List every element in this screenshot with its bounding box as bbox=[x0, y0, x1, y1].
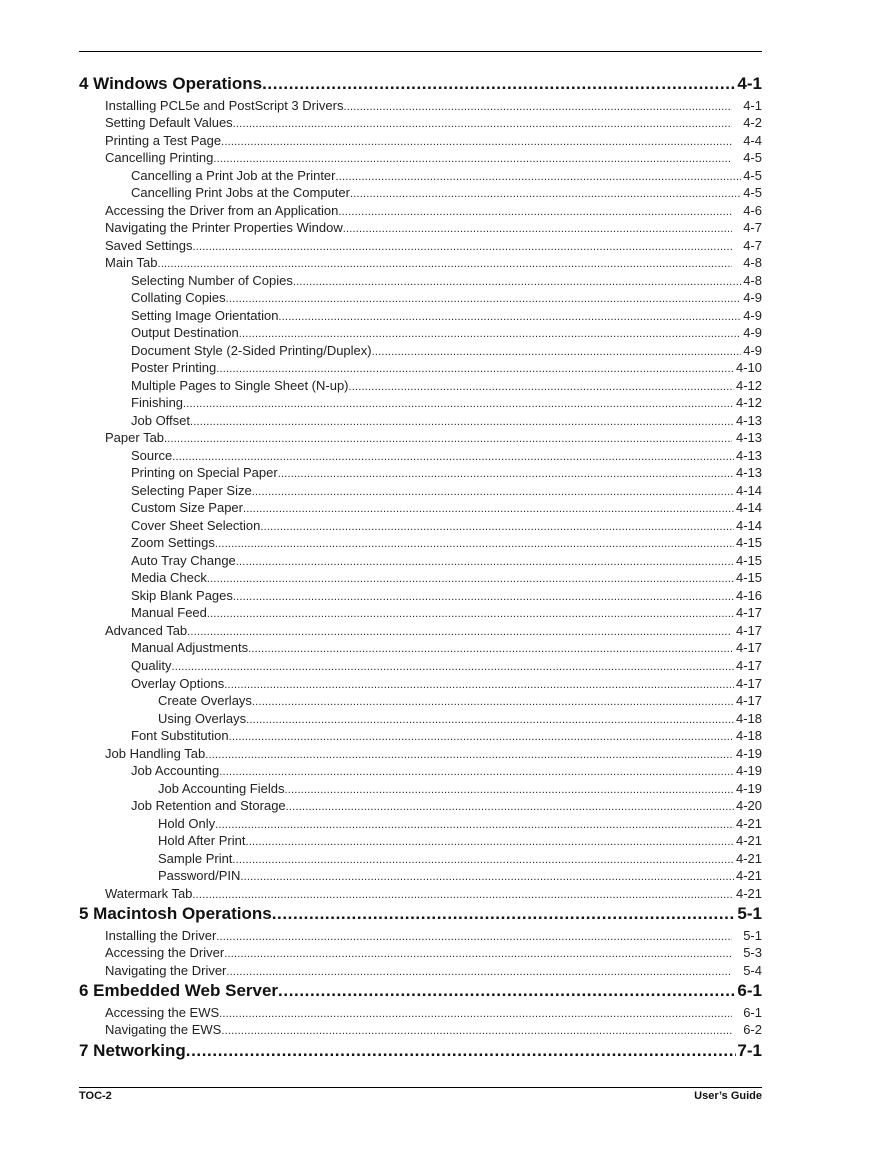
toc-entry-title: Setting Image Orientation bbox=[131, 307, 279, 323]
toc-entry-title: Setting Default Values bbox=[105, 115, 233, 131]
toc-dot-leader bbox=[243, 499, 734, 517]
toc-dot-leader bbox=[236, 552, 734, 570]
toc-entry-page: 4-18 bbox=[735, 728, 762, 744]
toc-entry-title: Custom Size Paper bbox=[131, 500, 243, 516]
toc-entry-page: 4-5 bbox=[743, 150, 762, 166]
footer-document-title: User’s Guide bbox=[694, 1090, 762, 1102]
toc-dot-leader bbox=[224, 675, 734, 693]
toc-entry-title: Watermark Tab bbox=[105, 885, 193, 901]
toc-entry-title: Accessing the Driver bbox=[105, 945, 225, 961]
toc-entry[interactable] bbox=[79, 412, 762, 430]
toc-entry[interactable] bbox=[79, 254, 762, 272]
toc-entry-title: Hold After Print bbox=[158, 833, 246, 849]
toc-entry-page: 4-12 bbox=[735, 377, 762, 393]
toc-entry-title: Collating Copies bbox=[131, 290, 226, 306]
toc-entry-page: 4-18 bbox=[735, 710, 762, 726]
toc-dot-leader bbox=[262, 72, 736, 97]
footer-rule bbox=[79, 1087, 762, 1088]
toc-entry-page: 4-17 bbox=[735, 658, 762, 673]
toc-entry[interactable] bbox=[79, 850, 762, 868]
toc-entry[interactable] bbox=[79, 464, 762, 482]
toc-dot-leader bbox=[221, 1021, 732, 1039]
toc-dot-leader bbox=[248, 639, 734, 657]
toc-dot-leader bbox=[349, 377, 734, 395]
toc-entry-title: Navigating the Driver bbox=[105, 962, 227, 978]
toc-dot-leader bbox=[226, 289, 742, 307]
toc-entry-title: Saved Settings bbox=[105, 237, 193, 253]
toc-entry[interactable] bbox=[79, 149, 762, 167]
toc-entry-title: Skip Blank Pages bbox=[131, 587, 233, 603]
toc-dot-leader bbox=[224, 944, 732, 962]
toc-dot-leader bbox=[221, 132, 732, 150]
toc-entry[interactable] bbox=[79, 885, 762, 903]
toc-entry-title: Cancelling Printing bbox=[105, 150, 214, 166]
toc-entry[interactable] bbox=[79, 324, 762, 342]
toc-entry-page: 4-5 bbox=[743, 185, 762, 201]
toc-dot-leader bbox=[239, 324, 742, 342]
toc-entry-page: 4-15 bbox=[735, 552, 762, 568]
toc-chapter-entry[interactable] bbox=[79, 979, 762, 1004]
toc-dot-leader bbox=[343, 219, 732, 237]
toc-dot-leader bbox=[278, 979, 736, 1004]
toc-dot-leader bbox=[192, 237, 732, 255]
toc-entry[interactable] bbox=[79, 832, 762, 850]
toc-entry-page: 4-13 bbox=[735, 465, 762, 481]
toc-entry-page: 4-9 bbox=[743, 290, 762, 306]
toc-entry-page: 4-2 bbox=[743, 115, 762, 131]
toc-entry-title: Poster Printing bbox=[131, 360, 217, 376]
toc-entry-page: 4-6 bbox=[743, 202, 762, 218]
toc-entry-title: Job Accounting Fields bbox=[158, 780, 285, 796]
toc-dot-leader bbox=[192, 885, 732, 903]
toc-entry[interactable] bbox=[79, 517, 762, 535]
toc-dot-leader bbox=[190, 412, 734, 430]
toc-entry[interactable] bbox=[79, 780, 762, 798]
toc-entry[interactable] bbox=[79, 569, 762, 587]
toc-dot-leader bbox=[219, 762, 734, 780]
toc-entry-page: 4-21 bbox=[735, 815, 762, 831]
toc-entry-title: Font Substitution bbox=[131, 728, 229, 744]
toc-entry-title: Password/PIN bbox=[158, 868, 241, 884]
toc-entry[interactable] bbox=[79, 587, 762, 605]
toc-dot-leader bbox=[343, 97, 732, 115]
toc-entry-title: 4 Windows Operations bbox=[79, 74, 263, 93]
toc-entry-title: Auto Tray Change bbox=[131, 552, 236, 568]
toc-entry-title: Cover Sheet Selection bbox=[131, 517, 261, 533]
toc-dot-leader bbox=[215, 815, 734, 833]
table-of-contents bbox=[79, 72, 762, 1063]
toc-entry-page: 4-17 bbox=[735, 622, 762, 638]
toc-entry-page: 4-14 bbox=[735, 500, 762, 516]
toc-dot-leader bbox=[286, 797, 734, 815]
toc-entry-page: 4-5 bbox=[743, 167, 762, 183]
toc-entry-title: Document Style (2-Sided Printing/Duplex) bbox=[131, 342, 372, 358]
toc-entry-page: 5-1 bbox=[743, 927, 762, 943]
toc-entry[interactable] bbox=[79, 927, 762, 945]
toc-entry[interactable] bbox=[79, 692, 762, 710]
toc-dot-leader bbox=[336, 167, 742, 185]
toc-entry-page: 6-2 bbox=[743, 1022, 762, 1038]
toc-entry-page: 4-21 bbox=[735, 833, 762, 849]
toc-entry-title: Job Accounting bbox=[131, 763, 220, 779]
toc-dot-leader bbox=[350, 184, 741, 202]
toc-entry-title: Printing a Test Page bbox=[105, 132, 222, 148]
toc-entry-page: 4-14 bbox=[735, 482, 762, 498]
toc-entry-page: 4-17 bbox=[735, 605, 762, 621]
toc-dot-leader bbox=[240, 867, 734, 885]
toc-entry[interactable] bbox=[79, 307, 762, 325]
toc-entry[interactable] bbox=[79, 944, 762, 962]
toc-entry-page: 4-17 bbox=[735, 675, 762, 691]
toc-entry-page: 4-15 bbox=[735, 570, 762, 586]
toc-entry-page: 4-19 bbox=[735, 763, 762, 779]
toc-entry[interactable] bbox=[79, 710, 762, 728]
toc-entry[interactable] bbox=[79, 604, 762, 622]
toc-entry[interactable] bbox=[79, 797, 762, 815]
toc-entry-title: 7 Networking bbox=[79, 1040, 186, 1060]
toc-entry-page: 5-3 bbox=[743, 945, 762, 961]
toc-entry[interactable] bbox=[79, 622, 762, 640]
toc-dot-leader bbox=[207, 569, 734, 587]
toc-entry-title: Manual Adjustments bbox=[131, 640, 249, 656]
toc-dot-leader bbox=[164, 429, 732, 447]
toc-entry-title: Quality bbox=[131, 658, 172, 673]
toc-entry-page: 4-8 bbox=[743, 272, 762, 288]
toc-entry-page: 4-7 bbox=[743, 220, 762, 236]
toc-entry-page: 4-16 bbox=[735, 587, 762, 603]
toc-entry-title: Selecting Paper Size bbox=[131, 482, 252, 498]
toc-entry-page: 7-1 bbox=[737, 1040, 762, 1060]
toc-dot-leader bbox=[252, 692, 734, 710]
toc-entry-title: Installing the Driver bbox=[105, 927, 217, 943]
toc-entry[interactable] bbox=[79, 552, 762, 570]
toc-entry-page: 6-1 bbox=[737, 981, 762, 1001]
toc-dot-leader bbox=[213, 149, 732, 167]
toc-dot-leader bbox=[229, 727, 734, 745]
toc-entry-page: 4-12 bbox=[735, 395, 762, 411]
toc-entry-page: 4-13 bbox=[735, 447, 762, 463]
toc-entry-title: Main Tab bbox=[105, 255, 158, 271]
toc-dot-leader bbox=[278, 307, 741, 325]
toc-entry[interactable] bbox=[79, 377, 762, 395]
header-rule bbox=[79, 51, 762, 52]
toc-entry-title: Accessing the Driver from an Application bbox=[105, 202, 339, 218]
toc-entry-title: Finishing bbox=[131, 395, 184, 411]
toc-dot-leader bbox=[233, 114, 732, 132]
toc-entry-title: Output Destination bbox=[131, 325, 239, 341]
toc-dot-leader bbox=[226, 962, 732, 980]
toc-entry-title: Create Overlays bbox=[158, 693, 252, 709]
toc-dot-leader bbox=[246, 710, 734, 728]
toc-entry[interactable] bbox=[79, 499, 762, 517]
toc-entry-title: Job Retention and Storage bbox=[131, 798, 286, 814]
toc-dot-leader bbox=[372, 342, 742, 360]
toc-entry-page: 4-15 bbox=[735, 535, 762, 551]
toc-entry[interactable] bbox=[79, 202, 762, 220]
toc-entry[interactable] bbox=[79, 359, 762, 377]
toc-entry-page: 4-1 bbox=[737, 74, 762, 93]
toc-chapter-entry[interactable] bbox=[79, 1039, 762, 1064]
toc-dot-leader bbox=[260, 517, 734, 535]
toc-entry-title: Media Check bbox=[131, 570, 207, 586]
toc-entry-page: 4-21 bbox=[735, 868, 762, 884]
toc-dot-leader bbox=[293, 272, 741, 290]
toc-entry-title: Navigating the Printer Properties Window bbox=[105, 220, 343, 236]
toc-entry[interactable] bbox=[79, 342, 762, 360]
toc-entry-title: Job Offset bbox=[131, 412, 191, 428]
toc-entry-page: 4-1 bbox=[743, 97, 762, 113]
toc-dot-leader bbox=[186, 1039, 737, 1064]
toc-entry-title: Paper Tab bbox=[105, 430, 165, 446]
toc-dot-leader bbox=[183, 394, 734, 412]
toc-entry[interactable] bbox=[79, 657, 762, 675]
toc-entry-page: 4-7 bbox=[743, 237, 762, 253]
toc-entry[interactable] bbox=[79, 272, 762, 290]
toc-entry[interactable] bbox=[79, 447, 762, 465]
toc-dot-leader bbox=[232, 850, 734, 868]
toc-dot-leader bbox=[252, 482, 734, 500]
toc-entry[interactable] bbox=[79, 675, 762, 693]
toc-entry[interactable] bbox=[79, 97, 762, 115]
toc-entry-page: 4-17 bbox=[735, 640, 762, 656]
toc-entry-page: 4-19 bbox=[735, 780, 762, 796]
toc-entry-page: 4-9 bbox=[743, 325, 762, 341]
toc-chapter-entry[interactable] bbox=[79, 72, 762, 97]
toc-dot-leader bbox=[216, 359, 734, 377]
toc-entry-title: Advanced Tab bbox=[105, 622, 188, 638]
toc-entry[interactable] bbox=[79, 727, 762, 745]
toc-dot-leader bbox=[205, 745, 732, 763]
toc-dot-leader bbox=[216, 927, 732, 945]
toc-entry[interactable] bbox=[79, 167, 762, 185]
toc-entry[interactable] bbox=[79, 762, 762, 780]
toc-entry[interactable] bbox=[79, 962, 762, 980]
toc-entry-title: Cancelling Print Jobs at the Computer bbox=[131, 185, 350, 201]
toc-entry[interactable] bbox=[79, 394, 762, 412]
footer-page-label: TOC-2 bbox=[79, 1090, 112, 1102]
toc-entry-title: Hold Only bbox=[158, 815, 216, 831]
toc-entry-title: Zoom Settings bbox=[131, 535, 215, 551]
toc-entry[interactable] bbox=[79, 745, 762, 763]
toc-dot-leader bbox=[245, 832, 734, 850]
toc-entry-page: 4-4 bbox=[743, 132, 762, 148]
toc-entry-title: Installing PCL5e and PostScript 3 Drivers bbox=[105, 97, 344, 113]
toc-entry[interactable] bbox=[79, 534, 762, 552]
toc-entry-page: 4-13 bbox=[735, 412, 762, 428]
toc-entry[interactable] bbox=[79, 114, 762, 132]
toc-entry-title: Multiple Pages to Single Sheet (N-up) bbox=[131, 377, 349, 393]
toc-entry[interactable] bbox=[79, 1021, 762, 1039]
toc-dot-leader bbox=[207, 604, 734, 622]
toc-entry-page: 4-9 bbox=[743, 307, 762, 323]
toc-entry-title: Cancelling a Print Job at the Printer bbox=[131, 167, 336, 183]
toc-entry-page: 4-17 bbox=[735, 693, 762, 709]
toc-dot-leader bbox=[272, 902, 737, 927]
toc-entry-title: Accessing the EWS bbox=[105, 1004, 220, 1020]
toc-entry[interactable] bbox=[79, 429, 762, 447]
toc-entry-page: 5-1 bbox=[737, 904, 762, 924]
toc-entry-page: 4-8 bbox=[743, 255, 762, 271]
toc-entry-title: Overlay Options bbox=[131, 675, 225, 691]
toc-entry-title: Printing on Special Paper bbox=[131, 465, 278, 481]
toc-entry-page: 6-1 bbox=[743, 1004, 762, 1020]
toc-entry-page: 4-13 bbox=[735, 430, 762, 446]
toc-entry[interactable] bbox=[79, 184, 762, 202]
toc-entry-title: Sample Print bbox=[158, 850, 233, 866]
toc-dot-leader bbox=[187, 622, 732, 640]
toc-dot-leader bbox=[219, 1004, 732, 1022]
toc-dot-leader bbox=[172, 447, 734, 465]
toc-entry-title: 6 Embedded Web Server bbox=[79, 981, 279, 1001]
toc-entry-page: 4-9 bbox=[743, 342, 762, 358]
toc-dot-leader bbox=[284, 780, 734, 798]
toc-entry-page: 5-4 bbox=[743, 962, 762, 978]
toc-entry-title: Navigating the EWS bbox=[105, 1022, 222, 1038]
toc-entry-page: 4-20 bbox=[735, 798, 762, 814]
toc-entry-title: Selecting Number of Copies bbox=[131, 272, 293, 288]
toc-dot-leader bbox=[278, 464, 734, 482]
toc-entry-title: Manual Feed bbox=[131, 605, 207, 621]
toc-entry[interactable] bbox=[79, 1004, 762, 1022]
toc-entry-title: Using Overlays bbox=[158, 710, 247, 726]
toc-entry-page: 4-21 bbox=[735, 885, 762, 901]
toc-entry-title: 5 Macintosh Operations bbox=[79, 904, 272, 924]
toc-entry[interactable] bbox=[79, 237, 762, 255]
toc-entry[interactable] bbox=[79, 867, 762, 885]
toc-entry[interactable] bbox=[79, 815, 762, 833]
toc-entry[interactable] bbox=[79, 482, 762, 500]
toc-entry[interactable] bbox=[79, 639, 762, 657]
toc-entry-page: 4-21 bbox=[735, 850, 762, 866]
toc-entry[interactable] bbox=[79, 219, 762, 237]
toc-chapter-entry[interactable] bbox=[79, 902, 762, 927]
toc-dot-leader bbox=[233, 587, 734, 605]
toc-dot-leader bbox=[171, 657, 734, 675]
toc-dot-leader bbox=[215, 534, 734, 552]
toc-dot-leader bbox=[338, 202, 732, 220]
toc-entry[interactable] bbox=[79, 289, 762, 307]
toc-entry-page: 4-14 bbox=[735, 517, 762, 533]
toc-dot-leader bbox=[158, 254, 732, 272]
toc-entry-title: Source bbox=[131, 447, 173, 463]
toc-entry-page: 4-10 bbox=[735, 360, 762, 376]
toc-entry[interactable] bbox=[79, 132, 762, 150]
toc-entry-title: Job Handling Tab bbox=[105, 745, 206, 761]
toc-entry-page: 4-19 bbox=[735, 745, 762, 761]
